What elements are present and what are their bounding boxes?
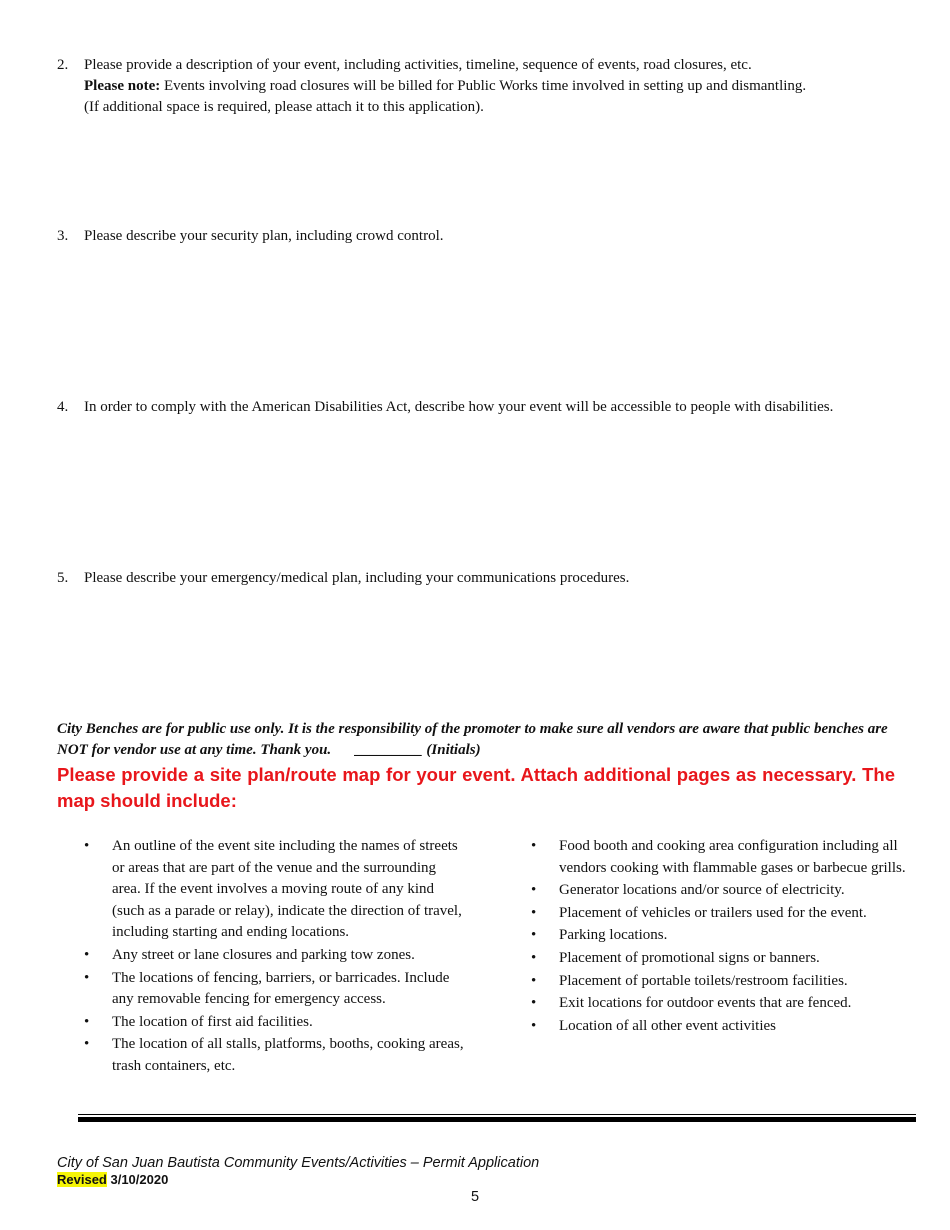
bench-notice — [57, 719, 897, 761]
footer-divider-thin — [78, 1114, 916, 1115]
list-item — [531, 836, 911, 879]
list-item — [531, 880, 911, 902]
bullet-icon: • — [84, 969, 90, 986]
revised-label: Revised — [57, 1172, 107, 1187]
initials-field: _________ (Initials) — [355, 742, 481, 758]
list-item — [531, 903, 911, 925]
list-item-text: Generator locations and/or source of electricity. — [559, 882, 845, 899]
list-item — [84, 945, 464, 967]
list-item — [531, 971, 911, 993]
bullet-icon: • — [531, 882, 537, 899]
bullet-icon: • — [531, 904, 537, 921]
bullet-icon: • — [531, 927, 537, 944]
question-number: 4. — [57, 399, 69, 415]
list-item-text: An outline of the event site including the names of streets or areas that are part of the venue and the surrounding area. If the event involves a moving route of any kind (such as a parade or relay), indicate the direction of travel, including starting and ending locations. — [112, 838, 462, 941]
question-4 — [57, 397, 917, 418]
site-plan-list-right — [531, 836, 911, 1038]
question-number: 3. — [57, 228, 69, 244]
bullet-icon: • — [84, 946, 90, 963]
bullet-icon: • — [531, 1017, 537, 1034]
bench-notice-text: City Benches are for public use only. It is the responsibility of the promoter to make sure all vendors are aware that public benches are NOT for vendor use at any time. Thank you. — [57, 721, 888, 758]
list-item — [84, 836, 464, 944]
bullet-icon: • — [531, 949, 537, 966]
list-item-text: Placement of promotional signs or banners. — [559, 949, 820, 966]
footer-revision — [57, 1172, 168, 1188]
list-item — [531, 993, 911, 1015]
revised-date: 3/10/2020 — [106, 1172, 169, 1187]
site-plan-heading: Please provide a site plan/route map for your event. Attach additional pages as necessary. The map should include: — [57, 764, 895, 811]
list-item — [531, 948, 911, 970]
question-extra: (If additional space is required, please attach it to this application). — [84, 99, 484, 115]
list-item-text: Placement of vehicles or trailers used for the event. — [559, 904, 867, 921]
question-number: 2. — [57, 57, 69, 73]
list-item-text: Any street or lane closures and parking tow zones. — [112, 946, 415, 963]
list-item-text: Food booth and cooking area configuration including all vendors cooking with flammable gases or barbecue grills. — [559, 838, 906, 876]
list-item-text: Location of all other event activities — [559, 1017, 777, 1034]
list-item-text: Parking locations. — [559, 927, 668, 944]
question-3 — [57, 226, 917, 247]
list-item — [84, 968, 464, 1011]
site-plan-list-left — [84, 836, 464, 1079]
question-text: Please describe your security plan, including crowd control. — [84, 228, 444, 244]
question-note — [84, 76, 917, 97]
list-item — [84, 1034, 464, 1077]
question-2 — [57, 55, 917, 118]
bullet-icon: • — [531, 838, 537, 854]
question-5 — [57, 568, 917, 589]
bullet-icon: • — [531, 972, 537, 989]
footer-divider-thick — [78, 1117, 916, 1122]
note-text: Events involving road closures will be billed for Public Works time involved in setting up and dismantling. — [160, 78, 807, 94]
question-text: Please provide a description of your event, including activities, timeline, sequence of events, road closures, etc. — [84, 57, 752, 73]
bullet-icon: • — [84, 838, 90, 854]
bullet-icon: • — [84, 1036, 90, 1053]
list-item-text: The location of first aid facilities. — [112, 1013, 313, 1030]
bullet-icon: • — [531, 995, 537, 1012]
list-item — [84, 1012, 464, 1034]
list-item-text: Placement of portable toilets/restroom facilities. — [559, 972, 848, 989]
list-item-text: The locations of fencing, barriers, or barricades. Include any removable fencing for emergency access. — [112, 969, 450, 1008]
page-number: 5 — [470, 1189, 480, 1205]
footer-title: City of San Juan Bautista Community Events/Activities – Permit Application — [57, 1155, 540, 1171]
list-item — [531, 925, 911, 947]
list-item — [531, 1016, 911, 1038]
question-text: Please describe your emergency/medical plan, including your communications procedures. — [84, 570, 630, 586]
question-number: 5. — [57, 570, 69, 586]
question-text: In order to comply with the American Disabilities Act, describe how your event will be accessible to people with disabilities. — [84, 399, 834, 415]
bullet-icon: • — [84, 1013, 90, 1030]
list-item-text: Exit locations for outdoor events that are fenced. — [559, 995, 852, 1012]
list-item-text: The location of all stalls, platforms, booths, cooking areas, trash containers, etc. — [112, 1036, 464, 1074]
note-label: Please note: — [84, 78, 161, 94]
